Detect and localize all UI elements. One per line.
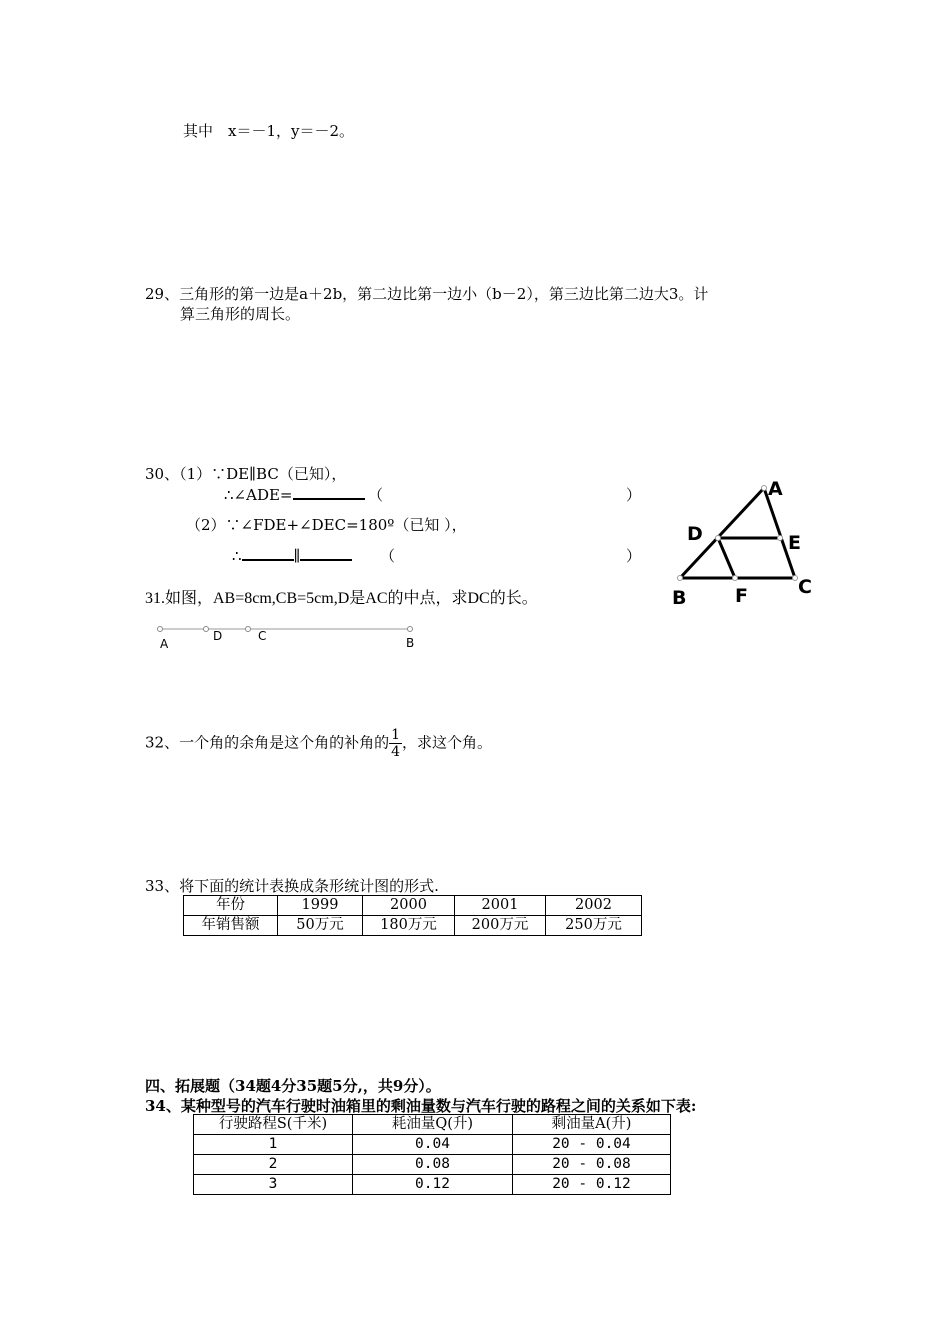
table-row bbox=[194, 1155, 671, 1175]
table-cell: 2002 bbox=[546, 896, 642, 916]
table-cell: 行驶路程S(千米) bbox=[194, 1115, 353, 1135]
table-row bbox=[184, 916, 642, 936]
q33-text: 33、将下面的统计表换成条形统计图的形式. bbox=[145, 877, 439, 895]
table-cell: 200万元 bbox=[455, 916, 546, 936]
label-E: E bbox=[788, 532, 801, 554]
section4-title: 四、拓展题（34题4分35题5分,，共9分）。 bbox=[145, 1077, 441, 1095]
table-cell: 0.04 bbox=[353, 1135, 513, 1155]
point-label-C: C bbox=[258, 629, 267, 643]
table-cell: 耗油量Q(升) bbox=[353, 1115, 513, 1135]
point-label-D: D bbox=[213, 629, 223, 643]
table-cell: 0.12 bbox=[353, 1175, 513, 1195]
q30-answer-blank-2[interactable] bbox=[242, 545, 294, 561]
fraction-numerator: 1 bbox=[391, 727, 401, 743]
sales-table bbox=[183, 895, 642, 936]
q30-reason-close-2: ） bbox=[626, 547, 642, 565]
label-D: D bbox=[687, 523, 703, 545]
table-row bbox=[194, 1135, 671, 1155]
q28-condition: 其中 x＝－1，y＝－2。 bbox=[183, 122, 355, 140]
table-cell: 剩油量A(升) bbox=[513, 1115, 671, 1135]
q32-question bbox=[145, 727, 492, 760]
q30-reason-open-1: （ bbox=[368, 486, 384, 504]
line-segment-figure bbox=[150, 620, 430, 656]
segment-DF bbox=[718, 538, 735, 578]
table-row bbox=[194, 1115, 671, 1135]
label-F: F bbox=[735, 585, 748, 607]
table-cell: 20 - 0.08 bbox=[513, 1155, 671, 1175]
table-cell: 1 bbox=[194, 1135, 353, 1155]
q32-text-after: ，求这个角。 bbox=[402, 733, 493, 752]
fuel-table bbox=[193, 1114, 671, 1195]
q30-line1: 30、（1）∵DE∥BC（已知）， bbox=[145, 465, 347, 483]
q30-reason-open-2: （ bbox=[380, 547, 396, 565]
table-cell: 20 - 0.12 bbox=[513, 1175, 671, 1195]
table-cell: 年份 bbox=[184, 896, 278, 916]
q30-line2-prefix: ∴∠ADE= bbox=[224, 486, 293, 504]
label-A: A bbox=[768, 478, 783, 500]
q34-text: 34、某种型号的汽车行驶时油箱里的剩油量数与汽车行驶的路程之间的关系如下表: bbox=[145, 1097, 697, 1115]
q31-text: 31.如图，AB=8cm,CB=5cm,D是AC的中点，求DC的长。 bbox=[145, 590, 538, 607]
table-cell: 3 bbox=[194, 1175, 353, 1195]
table-row bbox=[184, 896, 642, 916]
table-row bbox=[194, 1175, 671, 1195]
label-C: C bbox=[798, 576, 812, 598]
label-B: B bbox=[672, 587, 687, 609]
q30-answer-blank-1[interactable] bbox=[293, 484, 365, 500]
table-cell: 2 bbox=[194, 1155, 353, 1175]
q30-parallel-sign: ∥ bbox=[293, 547, 301, 565]
table-cell: 180万元 bbox=[363, 916, 455, 936]
table-cell: 2000 bbox=[363, 896, 455, 916]
table-cell: 0.08 bbox=[353, 1155, 513, 1175]
table-cell: 20 - 0.04 bbox=[513, 1135, 671, 1155]
table-cell: 250万元 bbox=[546, 916, 642, 936]
point-label-B: B bbox=[406, 636, 415, 650]
table-cell: 2001 bbox=[455, 896, 546, 916]
q30-answer-blank-3[interactable] bbox=[300, 545, 352, 561]
table-cell: 1999 bbox=[278, 896, 363, 916]
triangle-figure bbox=[660, 470, 820, 610]
fraction-denominator: 4 bbox=[391, 744, 401, 760]
q30-line3: （2）∵∠FDE+∠DEC=180º（已知 ）， bbox=[186, 516, 467, 534]
q30-line2 bbox=[224, 484, 365, 504]
table-cell: 50万元 bbox=[278, 916, 363, 936]
fraction-one-quarter bbox=[389, 727, 402, 760]
q30-reason-close-1: ） bbox=[626, 486, 642, 504]
point-label-A: A bbox=[160, 637, 169, 651]
table-cell: 年销售额 bbox=[184, 916, 278, 936]
q30-line4-prefix: ∴ bbox=[232, 547, 242, 565]
q30-line4 bbox=[232, 545, 352, 565]
q32-text-before: 32、一个角的余角是这个角的补角的 bbox=[145, 733, 390, 752]
q29-line1: 29、三角形的第一边是a＋2b，第二边比第一边小（b－2），第三边比第二边大3。计 bbox=[145, 285, 709, 303]
q29-line2: 算三角形的周长。 bbox=[180, 305, 301, 323]
